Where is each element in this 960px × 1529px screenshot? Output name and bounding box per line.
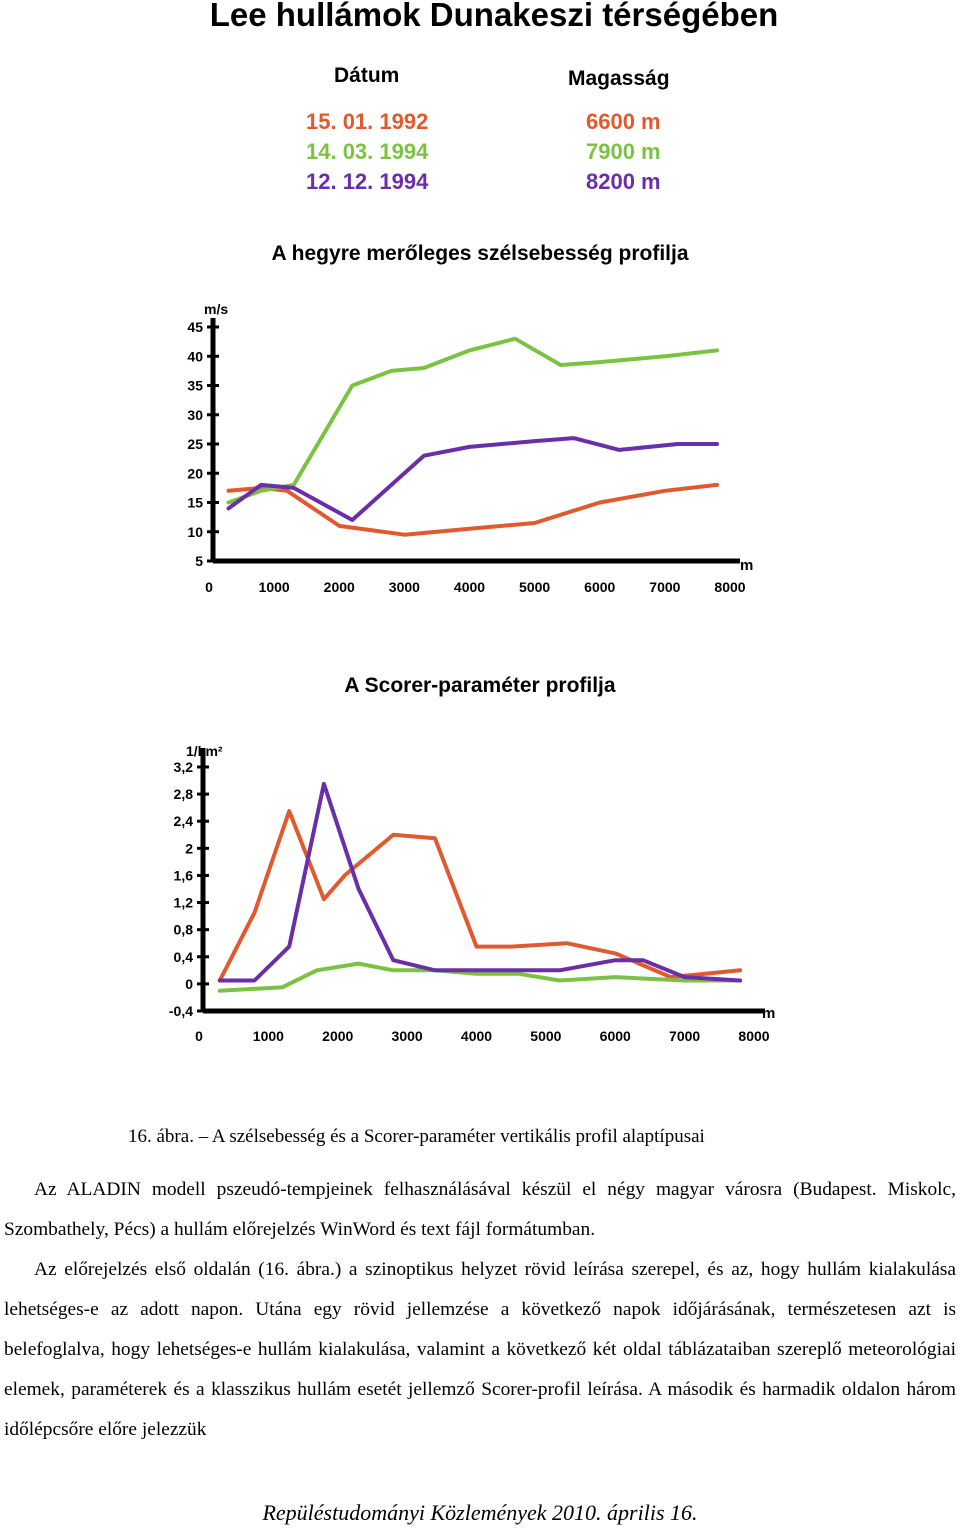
body-text	[4, 1170, 956, 1450]
y-tick-label: 1,2	[173, 894, 193, 911]
y-tick-label: -0,4	[168, 1003, 193, 1019]
y-tick-label: 10	[187, 523, 203, 540]
y-axis-unit: 1/km²	[186, 743, 223, 759]
legend-height-3: 8200 m	[586, 169, 661, 194]
x-tick-label: 5000	[519, 579, 551, 595]
y-tick-label: 45	[187, 319, 203, 335]
x-tick-label: 0	[205, 579, 213, 595]
y-tick-label: 0,8	[173, 921, 193, 938]
paragraph-2: Az előrejelzés első oldalán (16. ábra.) a szinoptikus helyzet rövid leírása szerepel, és az, hogy hullám kialakulása lehetséges-e az adott napon. Utána egy rövid jellemzése a következő napok időjárásának, természetesen azt is belefoglalva, hogy lehetséges-e hullám kialakulása, valamint a következő két oldal táblázataiban szereplő meteorológiai elemek, paraméterek és a klasszikus hullám esetét jellemző Scorer-profil leírása. A második és harmadik oldalon három időlépcsőre előre jelezzük	[4, 1259, 956, 1440]
page-footer: Repüléstudományi Közlemények 2010. április 16.	[262, 1500, 698, 1525]
x-tick-label: 1000	[258, 579, 290, 595]
legend-height-header: Magasság	[568, 67, 670, 90]
x-tick-label: 5000	[530, 1028, 562, 1044]
x-tick-label: 3000	[391, 1028, 423, 1044]
x-tick-label: 7000	[649, 579, 681, 595]
y-tick-label: 3,2	[173, 759, 193, 775]
x-tick-label: 2000	[322, 1028, 354, 1044]
figure-caption	[128, 1126, 705, 1148]
x-tick-label: 6000	[599, 1028, 631, 1044]
x-tick-label: 2000	[323, 579, 355, 595]
y-tick-label: 2,4	[173, 813, 193, 830]
legend-height-1: 6600 m	[586, 109, 661, 134]
page-title: Lee hullámok Dunakeszi térségében	[209, 0, 779, 33]
y-tick-label: 30	[187, 406, 203, 423]
chart1-title: A hegyre merőleges szélsebesség profilja	[271, 242, 689, 265]
caption-text: A szélsebesség és a Scorer-paraméter vertikális profil alaptípusai	[211, 1126, 705, 1147]
x-axis-unit: m	[762, 1005, 776, 1022]
y-tick-label: 2	[185, 840, 193, 857]
x-tick-label: 1000	[252, 1028, 284, 1044]
x-tick-label: 3000	[388, 579, 420, 595]
x-tick-label: 0	[195, 1028, 203, 1044]
legend-height-2: 7900 m	[586, 139, 661, 164]
x-tick-label: 8000	[714, 579, 746, 595]
legend-date-3: 12. 12. 1994	[306, 169, 429, 194]
legend-date-header: Dátum	[334, 64, 400, 87]
legend-date-2: 14. 03. 1994	[306, 139, 429, 164]
y-tick-label: 0	[185, 975, 193, 992]
chart2-title: A Scorer-paraméter profilja	[344, 674, 616, 697]
y-tick-label: 25	[187, 436, 203, 452]
caption-prefix: 16. ábra. –	[128, 1126, 212, 1147]
series-line-1	[220, 811, 740, 980]
y-tick-label: 0,4	[173, 948, 193, 965]
x-tick-label: 4000	[460, 1028, 493, 1044]
y-tick-label: 1,6	[173, 867, 193, 884]
y-tick-label: 35	[187, 377, 203, 394]
y-tick-label: 40	[187, 348, 203, 365]
y-tick-label: 20	[187, 465, 203, 482]
legend-date-1: 15. 01. 1992	[306, 109, 429, 134]
x-tick-label: 7000	[669, 1028, 701, 1044]
x-tick-label: 6000	[584, 579, 616, 595]
y-tick-label: 5	[195, 553, 203, 569]
x-tick-label: 4000	[453, 579, 486, 595]
x-axis-unit: m	[740, 557, 754, 574]
y-tick-label: 2,8	[173, 786, 193, 803]
paragraph-1: Az ALADIN modell pszeudó-tempjeinek felhasználásával készül el négy magyar városra (Budapest. Miskolc, Szombathely, Pécs) a hullám előrejelzés WinWord és text fájl formátumban.	[4, 1179, 956, 1240]
y-tick-label: 15	[187, 494, 203, 511]
y-axis-unit: m/s	[204, 301, 229, 317]
x-tick-label: 8000	[738, 1028, 770, 1044]
series-line-3	[220, 784, 740, 981]
